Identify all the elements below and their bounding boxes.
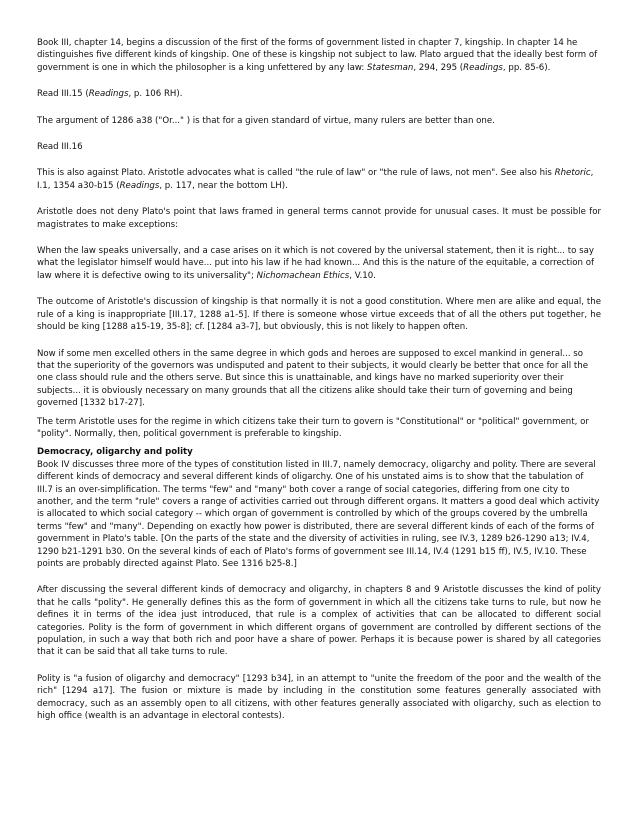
paragraph-read-iii16: Read III.16 xyxy=(37,142,83,153)
paragraph-text: , V.10. xyxy=(349,270,376,281)
citation-title: Readings xyxy=(88,89,129,100)
citation-title: Readings xyxy=(119,180,160,191)
quote-excellence: Now if some men excelled others in the same degree in which gods and heroes are supposed to excel mankind in general... so that the superiority of the governors was undisputed and patent to their subjects, it would clearly be better that once for all the one class should rule and the others serve. But since this is unattainable, and kings have no marked superiority over their subjects... it is obviously necessary on many grounds that all the citizens alike should take their turn of governing and being governed [1332 b17-27]. xyxy=(37,348,588,409)
citation-title: Readings xyxy=(463,62,503,73)
paragraph-text: , p. 106 RH). xyxy=(128,89,183,100)
paragraph-constitutional-government: The term Aristotle uses for the regime in which citizens take their turn to govern is "Constitutional" or "political" government, or "polity". Normally, then, political government is preferable to kingship. xyxy=(37,416,589,439)
paragraph-text: This is also against Plato. Aristotle advocates what is called "the rule of law" or "the rule of laws, not men". See also his xyxy=(37,168,555,179)
citation-title: Rhetoric xyxy=(554,168,591,179)
paragraph-text: , I.1, 1354 a30-b15 ( xyxy=(37,168,594,191)
citation-title: Nichomachean Ethics xyxy=(256,270,350,281)
paragraph-kingship-intro xyxy=(37,37,601,74)
paragraph-text: Read III.15 ( xyxy=(37,89,89,100)
paragraph-text: , pp. 85-6). xyxy=(502,62,551,73)
paragraph-text: Book III, chapter 14, begins a discussion of the first of the forms of government listed in chapter 7, kingship. In chapter 14 he distinguishes five different kinds of kingship. One of these is kingship not subject to law. Plato argued that the ideally best form of government is one in which the philosopher is a king unfettered by any law: xyxy=(37,38,598,73)
paragraph-polity-definition: After discussing the several different kinds of democracy and oligarchy, in chapters 8 and 9 Aristotle discusses the kind of polity that he calls "polity". He generally defines this as the form of government in which all the citizens take turns to rule, but now he defines it in terms of the idea just introduced, that rule is a complex of activities that can be allocated to different social categories. Polity is the form of government in which different organs of government are controlled by different sections of the population, in such a way that both rich and poor have a share of power. Perhaps it is because power is shared by all categories that it can be said that all take turns to rule. xyxy=(37,585,601,658)
paragraph-text: When the law speaks universally, and a case arises on it which is not covered by the universal statement, then it is right... to say what the legislator himself would have... put into his law if he had known... And this is the nature of the equitable, a correction of law where it is defective owing to its universality"; xyxy=(37,246,594,281)
paragraph-read-iii15 xyxy=(37,88,601,100)
paragraph-text: , 294, 295 ( xyxy=(413,62,464,73)
paragraph-kingship-outcome: The outcome of Aristotle's discussion of kingship is that normally it is not a good constitution. Where men are alike and equal, the rule of a king is inappropriate [III.17, 1288 a1-5]. If there is someone whose virtue exceeds that of all the others put together, he should be king [1288 a15-19, 35-8]; cf. [1284 a3-7], but obviously, this is not likely to happen often. xyxy=(37,297,601,333)
citation-title: Statesman xyxy=(367,62,414,73)
paragraph-rule-of-law xyxy=(37,167,601,192)
paragraph-argument: The argument of 1286 a38 ("Or..." ) is that for a given standard of virtue, many rulers are better than one. xyxy=(37,115,495,126)
quote-equity xyxy=(37,245,601,282)
paragraph-book-iv: Book IV discusses three more of the types of constitution listed in III.7, namely democracy, oligarchy and polity. There are several different kinds of democracy and several different kinds of oligarchy. One of his unstated aims is to show that the tabulation of III.7 is an over-simplification. The terms "few" and "many" both cover a range of social categories, differing from one city to another, and the term "rule" covers a range of activities carried out through different organs. It matters a good deal which activity is allocated to which social category -- which organ of government is controlled by which of the groups covered by the umbrella terms "few" and "many". Depending on exactly how power is distributed, there are several different kinds of each of the forms of government in Plato's table. [On the parts of the state and the diversity of activities in ruling, see IV.3, 1289 b26-1290 a13; IV.4, 1290 b21-1291 b30. On the several kinds of each of Plato's forms of government see III.14, IV.4 (1291 b15 ff), IV.5, IV.10. These points are probably directed against Plato. See 1316 b25-8.] xyxy=(37,459,600,569)
section-heading: Democracy, oligarchy and polity xyxy=(37,447,193,458)
paragraph-exceptions: Aristotle does not deny Plato's point that laws framed in general terms cannot provide for unusual cases. It must be possible for magistrates to make exceptions: xyxy=(37,207,601,230)
paragraph-text: , p. 117, near the bottom LH). xyxy=(159,180,288,191)
paragraph-polity-fusion: Polity is "a fusion of oligarchy and democracy" [1293 b34], in an attempt to "unite the freedom of the poor and the wealth of the rich" [1294 a17]. The fusion or mixture is made by including in the constitution some features generally associated with democracy, such as an assembly open to all citizens, with other features generally associated with oligarchy, such as election to high office (wealth is an advantage in electoral contests). xyxy=(37,673,601,722)
